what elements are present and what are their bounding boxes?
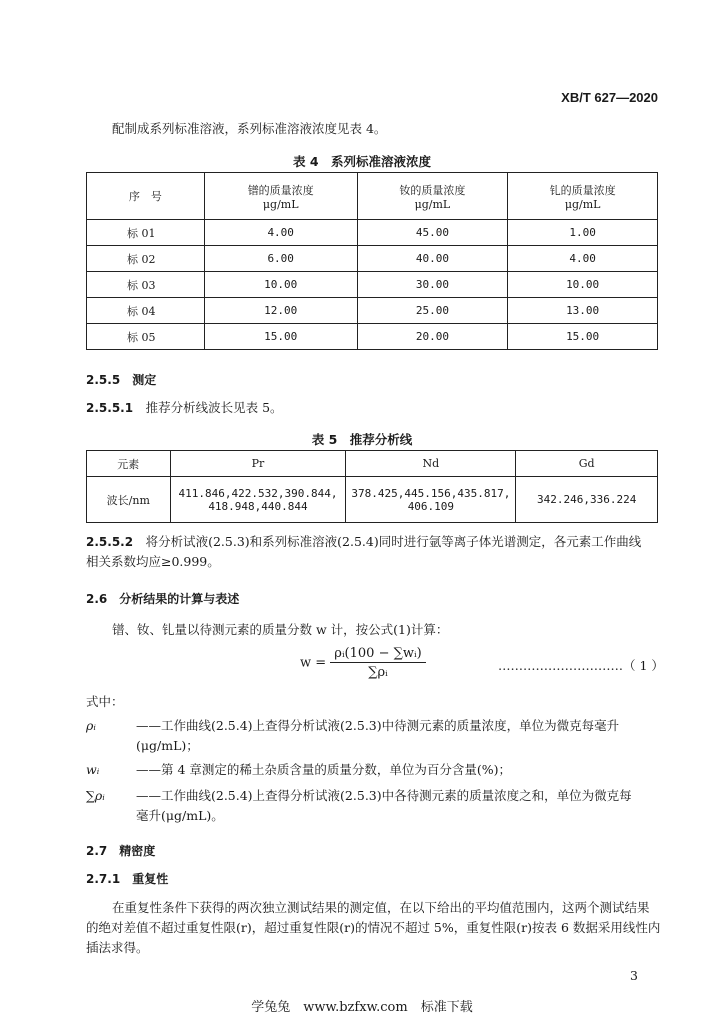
table-cell: 13.00 (508, 298, 658, 324)
definition-item: ρᵢ ——工作曲线(2.5.4)上查得分析试液(2.5.3)中待测元素的质量浓度，单位为微克每毫升 (μg/mL)； (86, 718, 620, 753)
table-row (87, 220, 658, 246)
formula-number: …………………………（ 1 ） (498, 658, 664, 673)
table4-caption: 表 4 系列标准溶液浓度 (292, 154, 432, 169)
table-row (87, 324, 658, 350)
page-number: 3 (630, 968, 638, 983)
table5-header-row (87, 451, 658, 477)
standard-code: XB/T 627—2020 (561, 90, 658, 105)
where-label: 式中： (86, 694, 124, 709)
section-2-7-1: 2.7.1 重复性 (86, 872, 169, 886)
table-cell: 20.00 (357, 324, 508, 350)
table4-header-cell: 钕的质量浓度 μg/mL (357, 173, 508, 220)
section-2-5-5-2: 2.5.5.2 将分析试液(2.5.3)和系列标准溶液(2.5.4)同时进行氩等离子体光谱测定，各元素工作曲线 相关系数均应≥0.999。 (86, 534, 642, 569)
formula-denominator: ∑ρᵢ (368, 665, 388, 680)
table-cell: 波长/nm (87, 477, 171, 523)
table-cell: 标 05 (87, 324, 205, 350)
table5-caption: 表 5 推荐分析线 (311, 432, 413, 447)
formula-1 (300, 646, 426, 680)
formula-numerator: ρᵢ(100 − ∑wᵢ) (330, 646, 425, 663)
table-cell: 标 02 (87, 246, 205, 272)
table-cell: 4.00 (204, 220, 357, 246)
table5-header-cell: Pr (170, 451, 346, 477)
table5 (86, 450, 658, 523)
table-cell: 25.00 (357, 298, 508, 324)
table5-header-cell: 元素 (87, 451, 171, 477)
formula-lhs: w = (300, 655, 327, 671)
section-2-5-5-1: 2.5.5.1 推荐分析线波长见表 5。 (86, 400, 283, 415)
table4-header-cell: 钆的质量浓度 μg/mL (508, 173, 658, 220)
table-cell: 342.246,336.224 (516, 477, 658, 523)
table4-header-row (87, 173, 658, 220)
table-row (87, 246, 658, 272)
table-cell: 标 01 (87, 220, 205, 246)
table-row (87, 272, 658, 298)
table-cell: 标 04 (87, 298, 205, 324)
table-cell: 10.00 (204, 272, 357, 298)
table5-header-cell: Nd (346, 451, 516, 477)
calc-intro: 镨、钕、钆量以待测元素的质量分数 w 计，按公式(1)计算： (112, 622, 449, 637)
table-cell: 15.00 (204, 324, 357, 350)
table4-header-cell: 序 号 (87, 173, 205, 220)
table4-header-cell: 镨的质量浓度 μg/mL (204, 173, 357, 220)
table-cell: 40.00 (357, 246, 508, 272)
table-cell: 6.00 (204, 246, 357, 272)
section-2-6: 2.6 分析结果的计算与表述 (86, 592, 240, 606)
definition-item: ∑ρᵢ ——工作曲线(2.5.4)上查得分析试液(2.5.3)中各待测元素的质量浓度之和，单位为微克每 毫升(μg/mL)。 (86, 788, 632, 823)
table-cell: 12.00 (204, 298, 357, 324)
table5-header-cell: Gd (516, 451, 658, 477)
table4 (86, 172, 658, 350)
table-cell: 378.425,445.156,435.817, 406.109 (346, 477, 516, 523)
repeatability-paragraph: 在重复性条件下获得的两次独立测试结果的测定值，在以下给出的平均值范围内，这两个测试结果 的绝对差值不超过重复性限(r)，超过重复性限(r)的情况不超过 5%，重复性限(r)按表 6 数据采用线性内 插法求得。 (86, 900, 661, 955)
table-cell: 10.00 (508, 272, 658, 298)
table-row (87, 477, 658, 523)
table-cell: 411.846,422.532,390.844, 418.948,440.844 (170, 477, 346, 523)
watermark-footer: 学兔兔 www.bzfxw.com 标准下载 (251, 1000, 473, 1015)
table-cell: 30.00 (357, 272, 508, 298)
formula-fraction (330, 646, 425, 680)
table-cell: 4.00 (508, 246, 658, 272)
definition-item: wᵢ ——第 4 章测定的稀土杂质含量的质量分数，单位为百分含量(%)； (86, 762, 512, 777)
table-cell: 15.00 (508, 324, 658, 350)
section-2-7: 2.7 精密度 (86, 844, 156, 858)
table-row (87, 298, 658, 324)
table-cell: 标 03 (87, 272, 205, 298)
intro-line: 配制成系列标准溶液，系列标准溶液浓度见表 4。 (112, 121, 387, 136)
section-2-5-5: 2.5.5 测定 (86, 373, 157, 387)
table-cell: 1.00 (508, 220, 658, 246)
table-cell: 45.00 (357, 220, 508, 246)
